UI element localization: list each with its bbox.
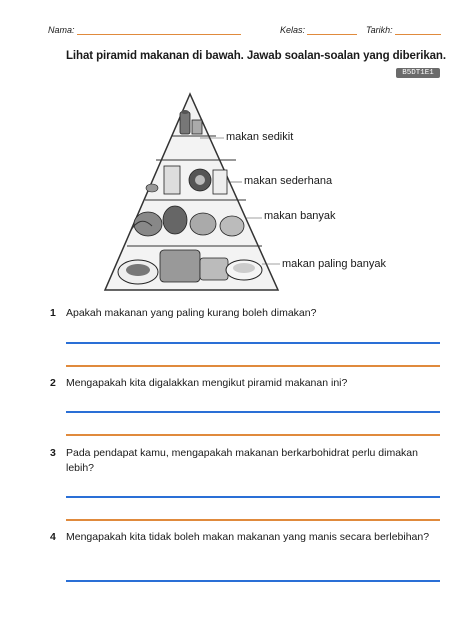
- answer-line-3a[interactable]: [66, 496, 440, 498]
- question-number: 1: [50, 307, 56, 319]
- answer-line-2a[interactable]: [66, 411, 440, 413]
- instruction-text: Lihat piramid makanan di bawah. Jawab soalan-soalan yang diberikan.: [66, 50, 446, 62]
- answer-line-1b[interactable]: [66, 365, 440, 367]
- question-number: 3: [50, 447, 56, 459]
- answer-line-1a[interactable]: [66, 342, 440, 344]
- question-4: [50, 530, 446, 545]
- pyramid-level-1-label: makan sedikit: [226, 131, 294, 143]
- question-text: Apakah makanan yang paling kurang boleh dimakan?: [66, 307, 317, 319]
- food-pyramid-illustration: [0, 0, 474, 300]
- question-2: [50, 376, 446, 391]
- answer-line-3b[interactable]: [66, 519, 440, 521]
- question-number: 4: [50, 531, 56, 543]
- class-label: Kelas:: [280, 25, 306, 35]
- worksheet-code-badge: B5DT1E1: [396, 68, 440, 78]
- question-3: [50, 446, 446, 476]
- question-text: Mengapakah kita digalakkan mengikut piramid makanan ini?: [66, 377, 348, 389]
- question-text: Pada pendapat kamu, mengapakah makanan berkarbohidrat perlu dimakan lebih?: [66, 447, 418, 474]
- pyramid-level-4-label: makan paling banyak: [282, 258, 386, 270]
- question-1: [50, 306, 446, 321]
- answer-line-4a[interactable]: [66, 580, 440, 582]
- name-label: Nama:: [48, 25, 75, 35]
- answer-line-2b[interactable]: [66, 434, 440, 436]
- pyramid-level-2-label: makan sederhana: [244, 175, 333, 187]
- question-text: Mengapakah kita tidak boleh makan makanan yang manis secara berlebihan?: [66, 531, 430, 543]
- question-number: 2: [50, 377, 56, 389]
- pyramid-level-3-label: makan banyak: [264, 210, 336, 222]
- date-label: Tarikh:: [366, 25, 393, 35]
